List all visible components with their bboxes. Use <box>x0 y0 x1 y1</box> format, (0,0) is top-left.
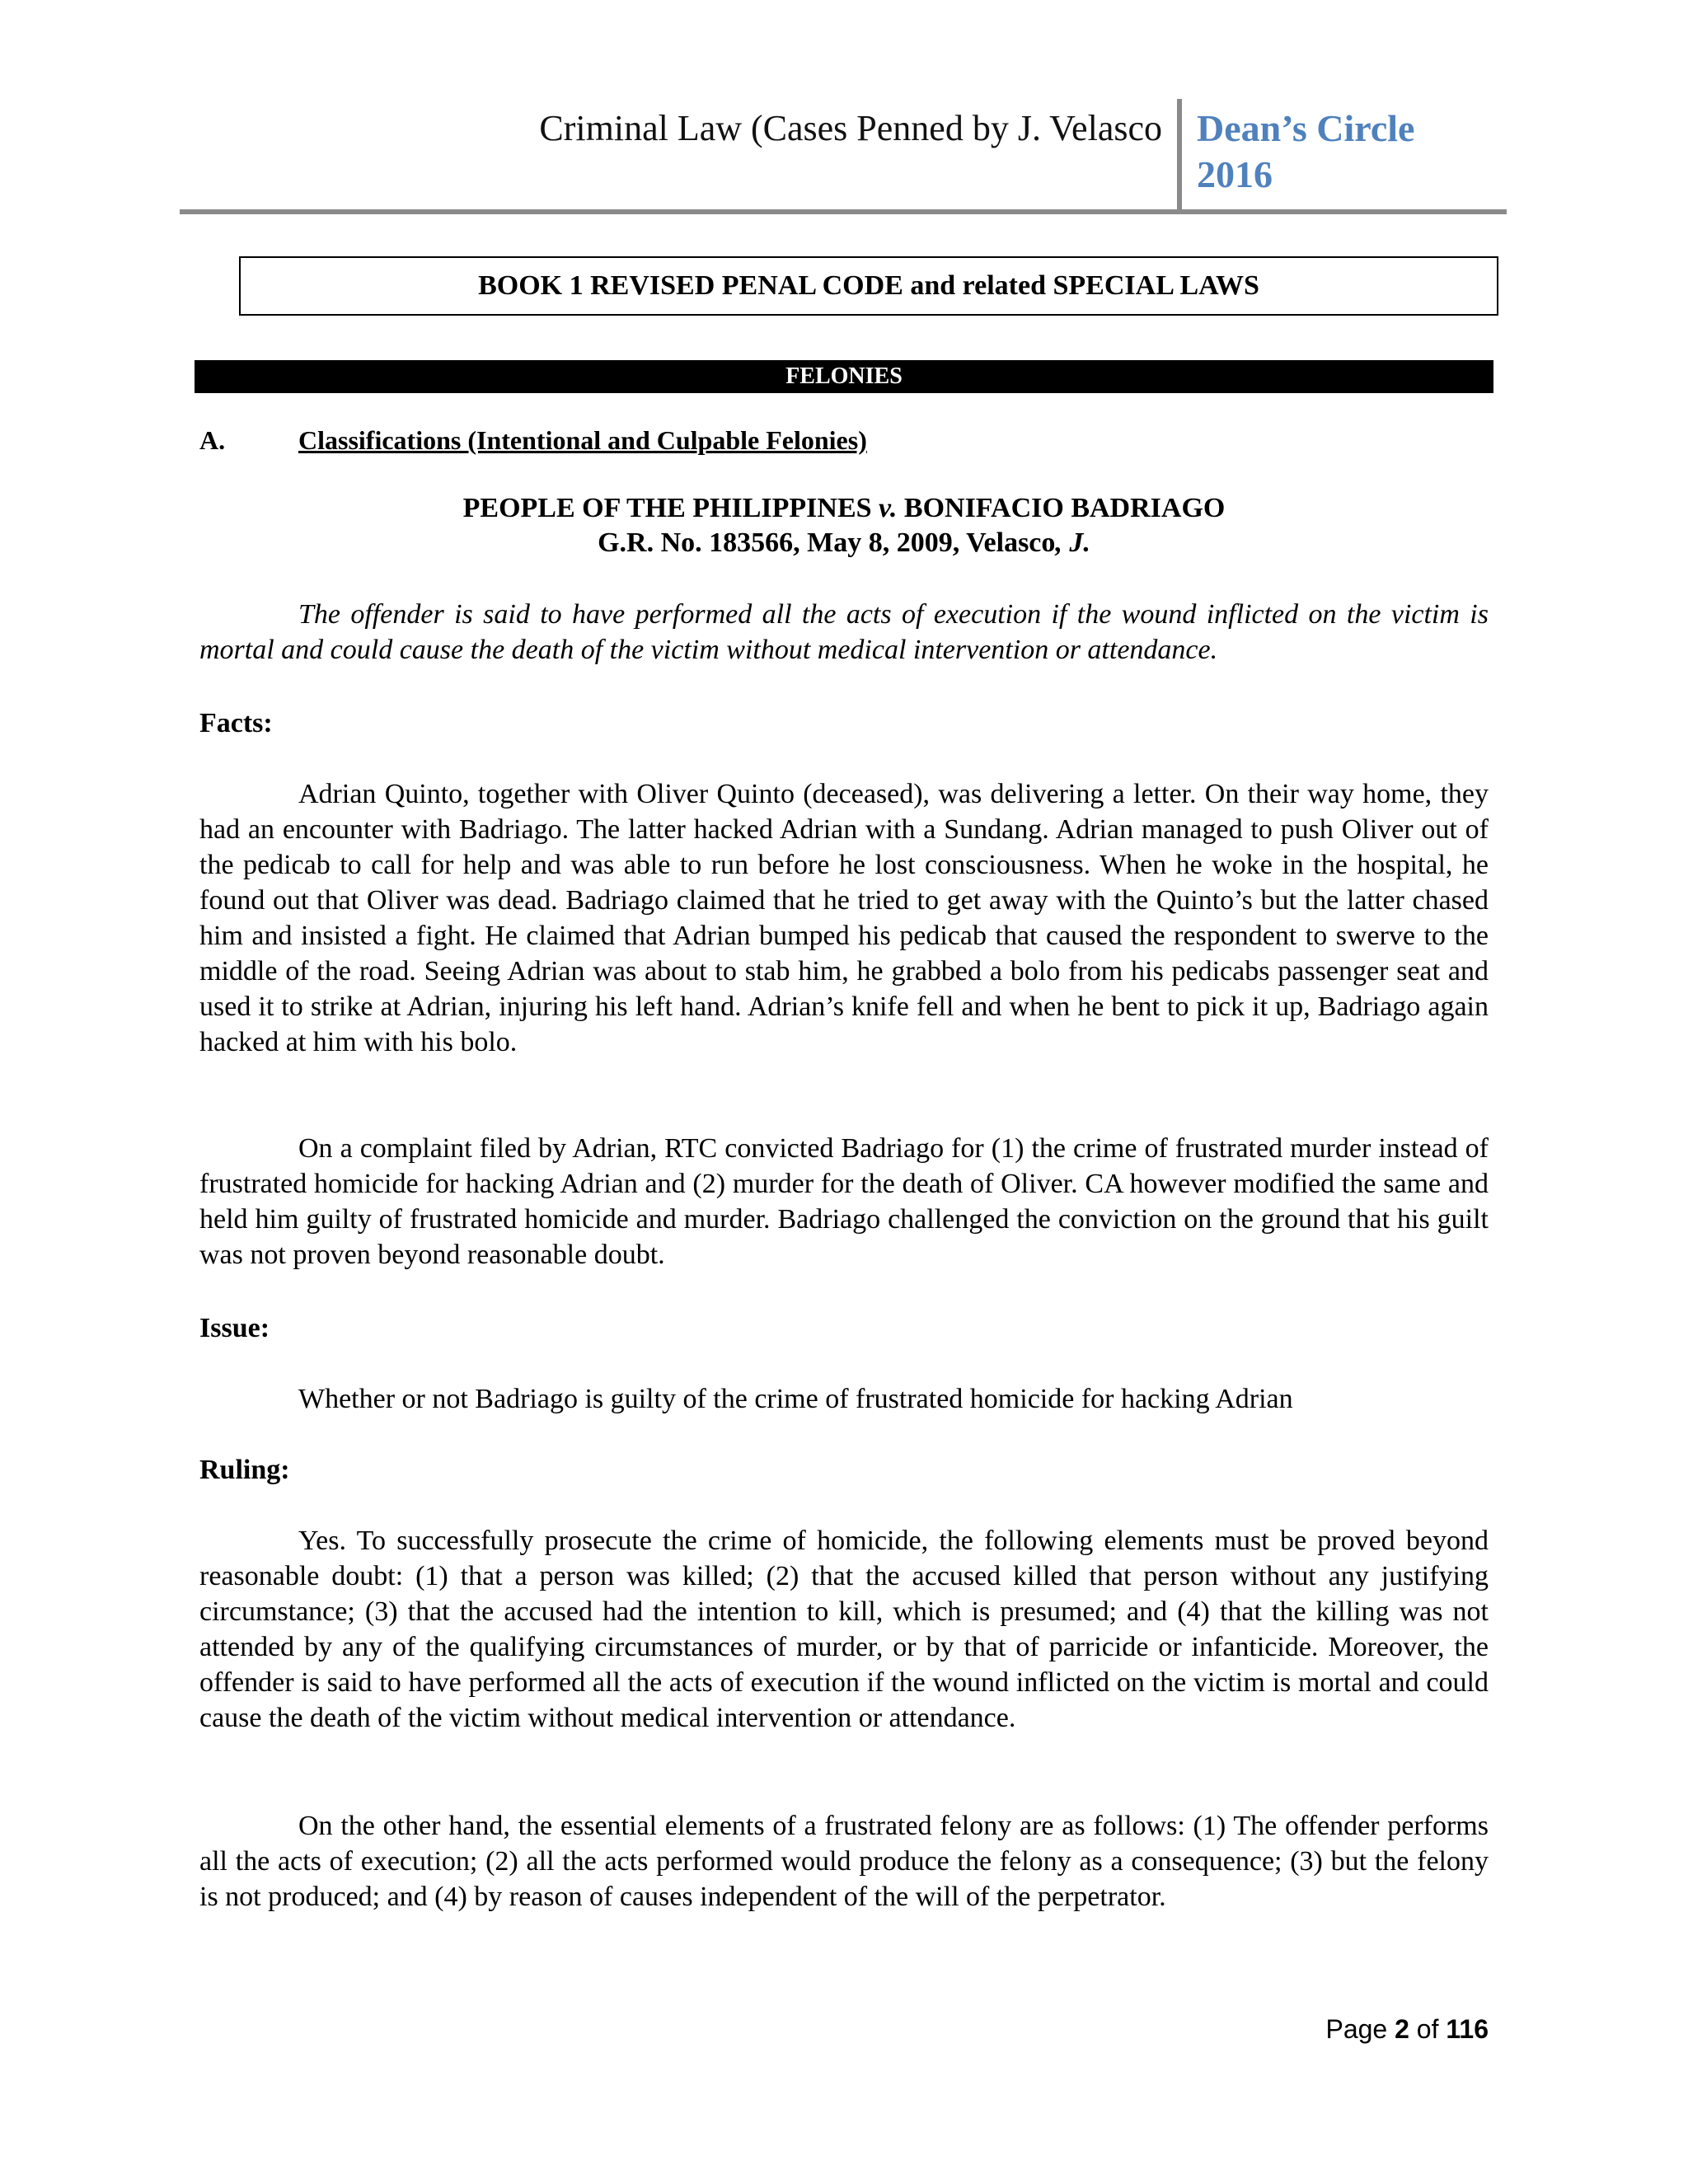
case-citation-suffix: , J. <box>1055 527 1090 558</box>
header-brand <box>1197 105 1543 198</box>
brand-line-2: 2016 <box>1197 153 1273 195</box>
footer-page-number: 2 <box>1395 2014 1409 2044</box>
ruling-paragraph: Yes. To successfully prosecute the crime of homicide, the following elements must be proved beyond reasonable doubt: (1) that a person was killed; (2) that the accused killed that person without any justifying circumstance; (3) that the accused had the intention to kill, which is presumed; and (4) that the killing was not attended by any of the qualifying circumstances of murder, or by that of parricide or infanticide. Moreover, the offender is said to have performed all the acts of execution if the wound inflicted on the victim is mortal and could cause the death of the victim without medical intervention or attendance. <box>199 1526 1489 1733</box>
running-header-title: Criminal Law (Cases Penned by J. Velasco <box>539 108 1162 148</box>
issue-paragraph: Whether or not Badriago is guilty of the crime of frustrated homicide for hacking Adrian <box>298 1384 1293 1414</box>
header-rule <box>180 209 1507 214</box>
case-party-left: PEOPLE OF THE PHILIPPINES <box>462 493 872 523</box>
header-divider <box>1177 99 1182 214</box>
page-footer <box>1325 2012 1489 2046</box>
facts-paragraph: On a complaint filed by Adrian, RTC convicted Badriago for (1) the crime of frustrated murder instead of frustrated homicide for hacking Adrian and (2) murder for the death of Oliver. CA however modified the same and held him guilty of frustrated homicide and murder. Badriago challenged the conviction on the ground that his guilt was not proven beyond reasonable doubt. <box>199 1133 1489 1270</box>
footer-page-word: Page <box>1325 2014 1388 2044</box>
case-citation <box>195 526 1493 560</box>
case-title <box>195 491 1493 560</box>
book-heading: BOOK 1 REVISED PENAL CODE and related SPECIAL LAWS <box>478 270 1259 301</box>
facts-label: Facts: <box>199 708 273 738</box>
facts-paragraph: Adrian Quinto, together with Oliver Quinto (deceased), was delivering a letter. On their way home, they had an encounter with Badriago. The latter hacked Adrian with a Sundang. Adrian managed to push Oliver out of the pedicab to call for help and was able to run before he lost consciousness. When he woke in the hospital, he found out that Oliver was dead. Badriago claimed that he tried to get away with the Quinto’s but the latter chased him and insisted a fight. He claimed that Adrian bumped his pedicab that caused the respondent to swerve to the middle of the road. Seeing Adrian was about to stab him, he grabbed a bolo from his pedicabs passenger seat and used it to strike at Adrian, injuring his left hand. Adrian’s knife fell and when he bent to pick it up, Badriago again hacked at him with his bolo. <box>199 779 1489 1057</box>
footer-page-total: 116 <box>1446 2014 1489 2044</box>
footer-of-word: of <box>1416 2014 1439 2044</box>
case-parties <box>195 491 1493 526</box>
book-heading-box <box>239 256 1498 316</box>
ruling-paragraph: On the other hand, the essential elements of a frustrated felony are as follows: (1) The offender performs all the acts of execution; (2) all the acts performed would produce the felony as a consequence; (3) but the felony is not produced; and (4) by reason of causes independent of the will of the perpetrator. <box>199 1811 1489 1912</box>
subsection-title: Classifications (Intentional and Culpable Felonies) <box>298 425 867 455</box>
case-citation-main: G.R. No. 183566, May 8, 2009, Velasco <box>598 527 1056 558</box>
issue-label: Issue: <box>199 1313 270 1343</box>
ruling-label: Ruling: <box>199 1455 290 1485</box>
case-party-right: BONIFACIO BADRIAGO <box>903 493 1226 523</box>
brand-line-1: Dean’s Circle <box>1197 107 1415 149</box>
doctrine-paragraph: The offender is said to have performed all the acts of execution if the wound inflicted on the victim is mortal and could cause the death of the victim without medical intervention or attendance. <box>199 599 1489 665</box>
section-bar: FELONIES <box>195 360 1493 393</box>
subsection-letter: A. <box>199 425 226 455</box>
case-versus: v. <box>879 493 898 523</box>
